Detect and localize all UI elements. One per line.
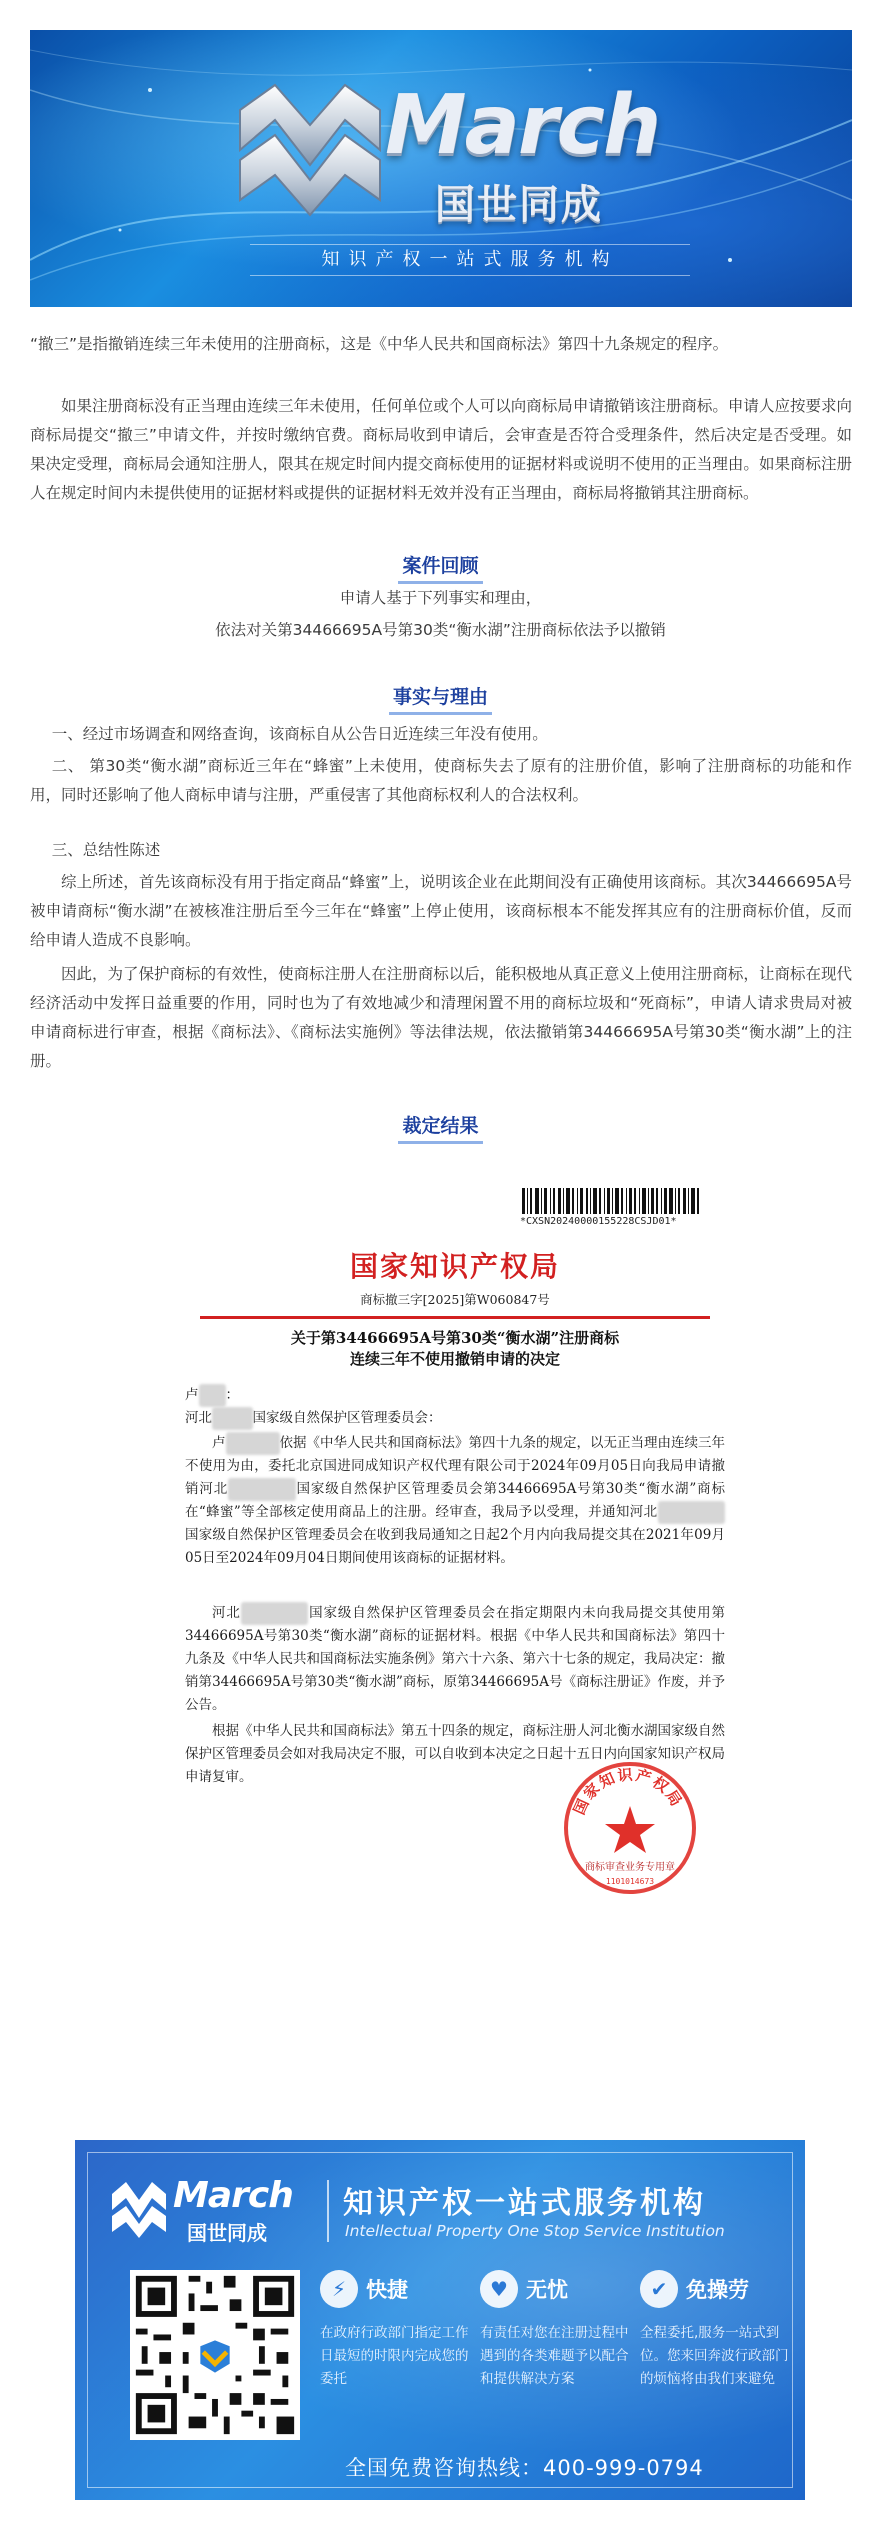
qr-code-icon[interactable] <box>130 2270 300 2440</box>
ad-logo-wordmark: March <box>173 2175 293 2216</box>
barcode-number: *CXSN20240000155228CSJD01* <box>520 1216 677 1227</box>
svg-text:1101014673: 1101014673 <box>605 1877 655 1886</box>
decision-document <box>170 1188 740 1978</box>
feature-hassle-free: ✔ 免操劳 全程委托,服务一站式到位。您来回奔波行政部门的烦恼将由我们来避免 <box>640 2270 790 2391</box>
hotline-text[interactable]: 全国免费咨询热线：400-999-0794 <box>345 2456 704 2480</box>
intro-paragraph-2: 如果注册商标没有正当理由连续三年未使用，任何单位或个人可以向商标局申请撤销该注册商标。申请人应按要求向商标局提交“撤三”申请文件，并按时缴纳官费。商标局收到申请后，会审查是否符合受理条件，然后决定是否受理。如果决定受理，商标局会通知注册人，限其在规定时间内提交商标使用的证据材料或说明不使用的正当理由。如果商标注册人在规定时间内未提供使用的证据材料或提供的证据材料无效并没有正当理由，商标局将撤销其注册商标。 <box>30 397 852 502</box>
svg-text:商标审查业务专用章: 商标审查业务专用章 <box>585 1862 675 1873</box>
ad-divider <box>327 2180 329 2242</box>
decision-paragraph-1: 卢 依据《中华人民共和国商标法》第四十九条的规定，以无正当理由连续三年不使用为由，委托北京国进同成知识产权代理有限公司于2024年09月05日向我局申请撤销河北 国家级自然保护区管理委员会第34466695A号第30类“衡水湖”商标在“蜂蜜”等全部核定使用商品上的注册。经审查，我局予以受理，并通知河北国家级自然保护区管理委员会在收到我局通知之日起2个月内向我局提交其在2021年09月05日至2024年09月04日期间使用该商标的证据材料。 <box>185 1432 725 1570</box>
decision-paragraph-2: 河北 国家级自然保护区管理委员会在指定期限内未向我局提交其使用第34466695A号第30类“衡水湖”商标的证据材料。根据《中华人民共和国商标法》第四十九条及《中华人民共和国商标法实施条例》第六十六条、第六十七条的规定，我局决定：撤销第34466695A号第30类“衡水湖”商标，原第34466695A号《商标注册证》作废，并予公告。 <box>185 1602 725 1717</box>
fact-item-1: 一、经过市场调查和网络查询，该商标自从公告日近连续三年没有使用。 <box>51 725 548 743</box>
march-logo-icon <box>235 80 385 220</box>
barcode-icon <box>522 1188 702 1214</box>
feature-worry-free: ♥ 无忧 有责任对您在注册过程中遇到的各类难题予以配合和提供解决方案 <box>480 2270 630 2391</box>
svg-text:国家知识产权局: 国家知识产权局 <box>570 1765 687 1818</box>
fact-item-2: 二、 第30类“衡水湖”商标近三年在“蜂蜜”上未使用，使商标失去了原有的注册价值，影响了注册商标的功能和作用，同时还影响了他人商标申请与注册，严重侵害了其他商标权利人的合法权利。 <box>30 757 852 804</box>
case-review-heading: 案件回顾 <box>0 553 881 584</box>
ad-title: 知识产权一站式服务机构 <box>343 2186 706 2221</box>
addressee-1: 卢 ： <box>185 1384 725 1407</box>
document-number: 商标撤三字[2025]第W060847号 <box>360 1292 550 1307</box>
official-seal-icon <box>560 1758 700 1898</box>
facts-heading: 事实与理由 <box>0 684 881 715</box>
summary-paragraph-2: 因此，为了保护商标的有效性，使商标注册人在注册商标以后，能积极地从真正意义上使用注册商标，让商标在现代经济活动中发挥日益重要的作用，同时也为了有效地减少和清理闲置不用的商标垃圾和“死商标”，申请人请求贵局对被申请商标进行审查，根据《商标法》、《商标法实施例》等法律法规，依法撤销第34466695A号第30类“衡水湖”上的注册。 <box>30 965 852 1070</box>
document-subject: 关于第34466695A号第30类“衡水湖”注册商标 连续三年不使用撤销申请的决定 <box>290 1329 620 1368</box>
banner-tagline: 知识产权一站式服务机构 <box>250 244 690 276</box>
intro-paragraph-1: “撤三”是指撤销连续三年未使用的注册商标，这是《中华人民共和国商标法》第四十九条规定的程序。 <box>30 335 729 353</box>
feature-fast: ⚡ 快捷 在政府行政部门指定工作日最短的时限内完成您的委托 <box>320 2270 470 2391</box>
thumbs-up-icon: ✔ <box>640 2270 678 2308</box>
lightning-icon: ⚡ <box>320 2270 358 2308</box>
case-review-line-2: 依法对关第34466695A号第30类“衡水湖”注册商标依法予以撤销 <box>215 621 666 639</box>
heart-icon: ♥ <box>480 2270 518 2308</box>
addressee-2: 河北 国家级自然保护区管理委员会： <box>185 1407 725 1430</box>
ad-logo-icon <box>110 2180 168 2240</box>
top-banner <box>30 30 852 307</box>
ad-logo-chinese: 国世同成 <box>187 2221 267 2245</box>
decision-paragraph-3: 根据《中华人民共和国商标法》第五十四条的规定，商标注册人河北衡水湖国家级自然保护区管理委员会如对我局决定不服，可以自收到本决定之日起十五日内向国家知识产权局申请复审。 <box>185 1723 725 1785</box>
result-heading: 裁定结果 <box>0 1113 881 1144</box>
document-red-divider <box>200 1316 710 1319</box>
banner-logo-wordmark: March <box>385 78 660 173</box>
ad-subtitle: Intellectual Property One Stop Service Institution <box>345 2222 725 2240</box>
banner-logo-chinese: 国世同成 <box>435 182 603 228</box>
case-review-line-1: 申请人基于下列事实和理由， <box>339 589 542 607</box>
fact-item-3: 三、总结性陈述 <box>51 841 161 859</box>
document-issuer-title: 国家知识产权局 <box>349 1250 560 1283</box>
summary-paragraph-1: 综上所述，首先该商标没有用于指定商品“蜂蜜”上，说明该企业在此期间没有正确使用该商标。其次34466695A号被申请商标“衡水湖”在被核准注册后至今三年在“蜂蜜”上停止使用，该商标根本不能发挥其应有的注册商标价值，反而给申请人造成不良影响。 <box>30 873 852 949</box>
footer-advertisement <box>75 2140 805 2500</box>
